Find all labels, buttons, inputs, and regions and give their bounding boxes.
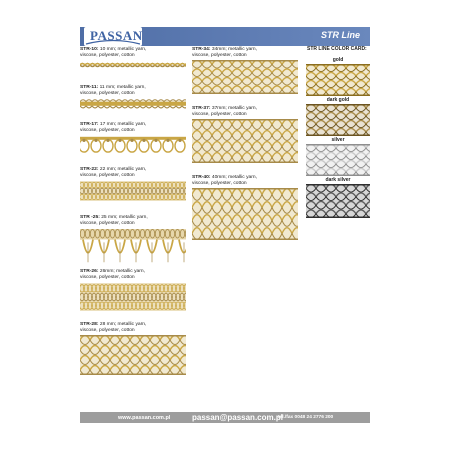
product-material: viscose, polyester, cotton [80,52,135,58]
braid-image [80,180,186,202]
braid-image [80,282,186,312]
product-caption [80,122,186,134]
product-caption [80,269,186,281]
braid-image [80,335,186,375]
product-spec: 10 mm; metallic yarn, [98,47,147,52]
product-str-26 [80,269,186,312]
product-str-37 [192,106,298,163]
swatch-dark-silver [306,184,370,218]
braid-image [80,135,186,153]
product-code: STR-22: [80,167,99,172]
product-code: STR-17: [80,122,99,127]
footer-phone: tel./fax 0048 24 2776 200 [278,415,334,420]
braid-image [192,188,298,240]
swatch-dark-gold [306,104,370,136]
product-material: viscose, polyester, cotton [80,90,135,96]
product-code: STR-10: [80,47,99,52]
color-label-dark-silver: dark silver [325,177,351,183]
braid-image [192,119,298,163]
footer-website-link[interactable]: www.passan.com.pl [118,414,171,421]
product-caption [80,47,186,59]
product-caption [80,215,186,227]
product-code: STR-34: [192,47,211,52]
braid-image [192,60,298,94]
product-code: STR-11: [80,85,99,90]
logo-text: PASSAN [90,28,143,43]
product-material: viscose, polyester, cotton [80,127,135,133]
logo-swoosh-icon [84,38,142,46]
product-code: STR-26: [80,269,99,274]
footer-bar [80,412,370,423]
product-material: viscose, polyester, cotton [192,52,247,58]
product-spec: 26mm; metallic yarn, [98,269,145,274]
product-material: viscose, polyester, cotton [80,220,135,226]
passan-logo [84,27,142,46]
product-spec: 17 mm; metallic yarn, [98,122,147,127]
product-spec: 22 mm; metallic yarn, [98,167,147,172]
product-code: STR -25: [80,215,100,220]
color-label-gold: gold [332,57,344,63]
color-label-dark-gold: dark gold [326,97,350,103]
product-caption [80,85,186,97]
product-material: viscose, polyester, cotton [192,180,247,186]
product-spec: 40mm; metallic yarn, [210,175,257,180]
product-code: STR-40: [192,175,211,180]
product-spec: 25 mm; metallic yarn, [99,215,148,220]
product-caption [192,106,298,118]
product-caption [192,175,298,187]
product-str-17 [80,122,186,153]
product-spec: 28 mm; metallic yarn, [98,322,147,327]
product-spec: 37mm; metallic yarn, [210,106,257,111]
product-str-10 [80,47,186,70]
swatch-silver [306,144,370,176]
braid-image [80,228,186,264]
product-code: STR-28: [80,322,99,327]
product-material: viscose, polyester, cotton [80,274,135,280]
page-title: STR Line [320,30,360,40]
product-caption [192,47,298,59]
product-str-22 [80,167,186,202]
braid-image [80,98,186,110]
product-material: viscose, polyester, cotton [192,111,247,117]
product-str-28 [80,322,186,375]
header-bar [80,27,370,46]
swatch-gold [306,64,370,96]
product-str-11 [80,85,186,110]
product-code: STR-37: [192,106,211,111]
color-label-silver: silver [331,137,345,143]
braid-image [80,60,186,70]
product-caption [80,167,186,179]
product-str-25 [80,215,186,264]
product-spec: 11 mm; metallic yarn, [98,85,146,90]
product-material: viscose, polyester, cotton [80,327,135,333]
product-spec: 34mm; metallic yarn, [210,47,257,52]
color-card-title: STR LINE COLOR CARD: [307,46,367,52]
product-material: viscose, polyester, cotton [80,172,135,178]
product-str-40 [192,175,298,240]
footer-email-link[interactable]: passan@passan.com.pl [192,413,283,422]
product-caption [80,322,186,334]
product-str-34 [192,47,298,94]
